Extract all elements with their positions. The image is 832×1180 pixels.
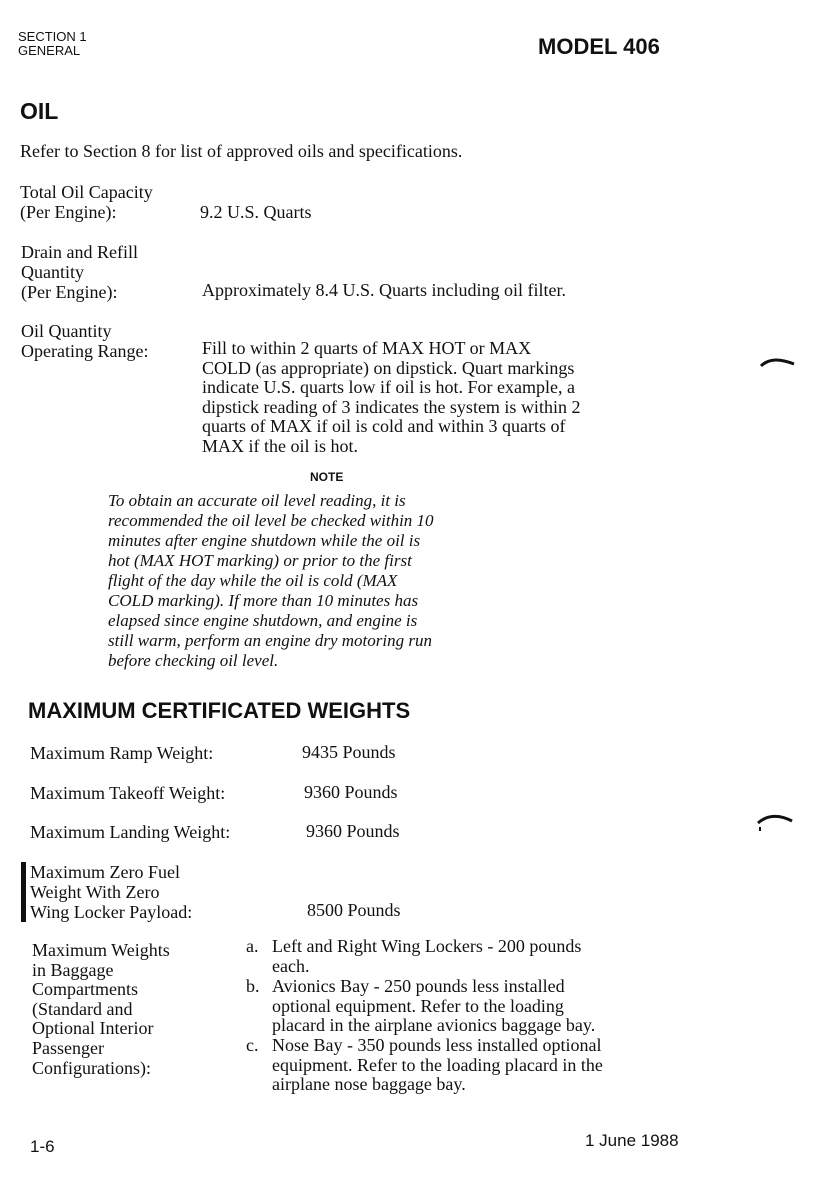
oil-intro: Refer to Section 8 for list of approved oils and specifications. <box>20 141 463 161</box>
note-title: NOTE <box>310 470 344 484</box>
revision-date: 1 June 1988 <box>585 1131 679 1150</box>
oil-heading: OIL <box>20 98 59 124</box>
margin-mark-icon <box>755 810 795 836</box>
zero-fuel-weight-label: Maximum Zero Fuel Weight With Zero Wing Locker Payload: <box>30 862 193 922</box>
weights-heading: MAXIMUM CERTIFICATED WEIGHTS <box>28 698 411 723</box>
revision-change-bar <box>21 862 26 922</box>
section-name: GENERAL <box>18 43 81 58</box>
landing-weight-label: Maximum Landing Weight: <box>30 822 231 842</box>
note-text: To obtain an accurate oil level reading, it is recommended the oil level be checked within 10 minutes after engine shutdown while the oil is hot (MAX HOT marking) or prior to the first flight of the day while the oil is cold (MAX COLD marking). If more than 10 minutes has elapsed since engine shutdown, and engine is still warm, perform an engine dry motoring run before checking oil level. <box>108 491 434 670</box>
list-item-text: Avionics Bay - 250 pounds less installed optional equipment. Refer to the loading placard in the airplane avionics baggage bay. <box>272 976 596 1035</box>
list-item-letter: b. <box>246 976 260 996</box>
model-title: MODEL 406 <box>538 34 660 59</box>
baggage-weights-label: Maximum Weights in Baggage Compartments (Standard and Optional Interior Passenger Configurations): <box>32 940 170 1078</box>
drain-refill-value: Approximately 8.4 U.S. Quarts including oil filter. <box>202 280 566 300</box>
takeoff-weight-value: 9360 Pounds <box>304 782 398 802</box>
ramp-weight-value: 9435 Pounds <box>302 742 396 762</box>
oil-capacity-value: 9.2 U.S. Quarts <box>200 202 312 222</box>
zero-fuel-weight-value: 8500 Pounds <box>307 900 401 920</box>
ramp-weight-label: Maximum Ramp Weight: <box>30 743 214 763</box>
list-item-letter: c. <box>246 1035 259 1055</box>
section-label <box>18 30 87 58</box>
landing-weight-value: 9360 Pounds <box>306 821 400 841</box>
drain-refill-label: Drain and Refill Quantity (Per Engine): <box>21 242 138 302</box>
list-item-text: Left and Right Wing Lockers - 200 pounds each. <box>272 936 582 976</box>
margin-mark-icon <box>760 355 796 371</box>
list-item-letter: a. <box>246 936 259 956</box>
oil-capacity-label: Total Oil Capacity (Per Engine): <box>20 182 153 222</box>
operating-range-value: Fill to within 2 quarts of MAX HOT or MAX COLD (as appropriate) on dipstick. Quart markings indicate U.S. quarts low if oil is hot. For example, a dipstick reading of 3 indicates the system is within 2 quarts of MAX if oil is cold and within 3 quarts of MAX if the oil is hot. <box>202 338 581 456</box>
operating-range-label: Oil Quantity Operating Range: <box>21 321 149 361</box>
section-number: SECTION 1 <box>18 29 87 44</box>
takeoff-weight-label: Maximum Takeoff Weight: <box>30 783 226 803</box>
page-number: 1-6 <box>30 1137 55 1156</box>
list-item-text: Nose Bay - 350 pounds less installed optional equipment. Refer to the loading placard in the airplane nose baggage bay. <box>272 1035 603 1094</box>
